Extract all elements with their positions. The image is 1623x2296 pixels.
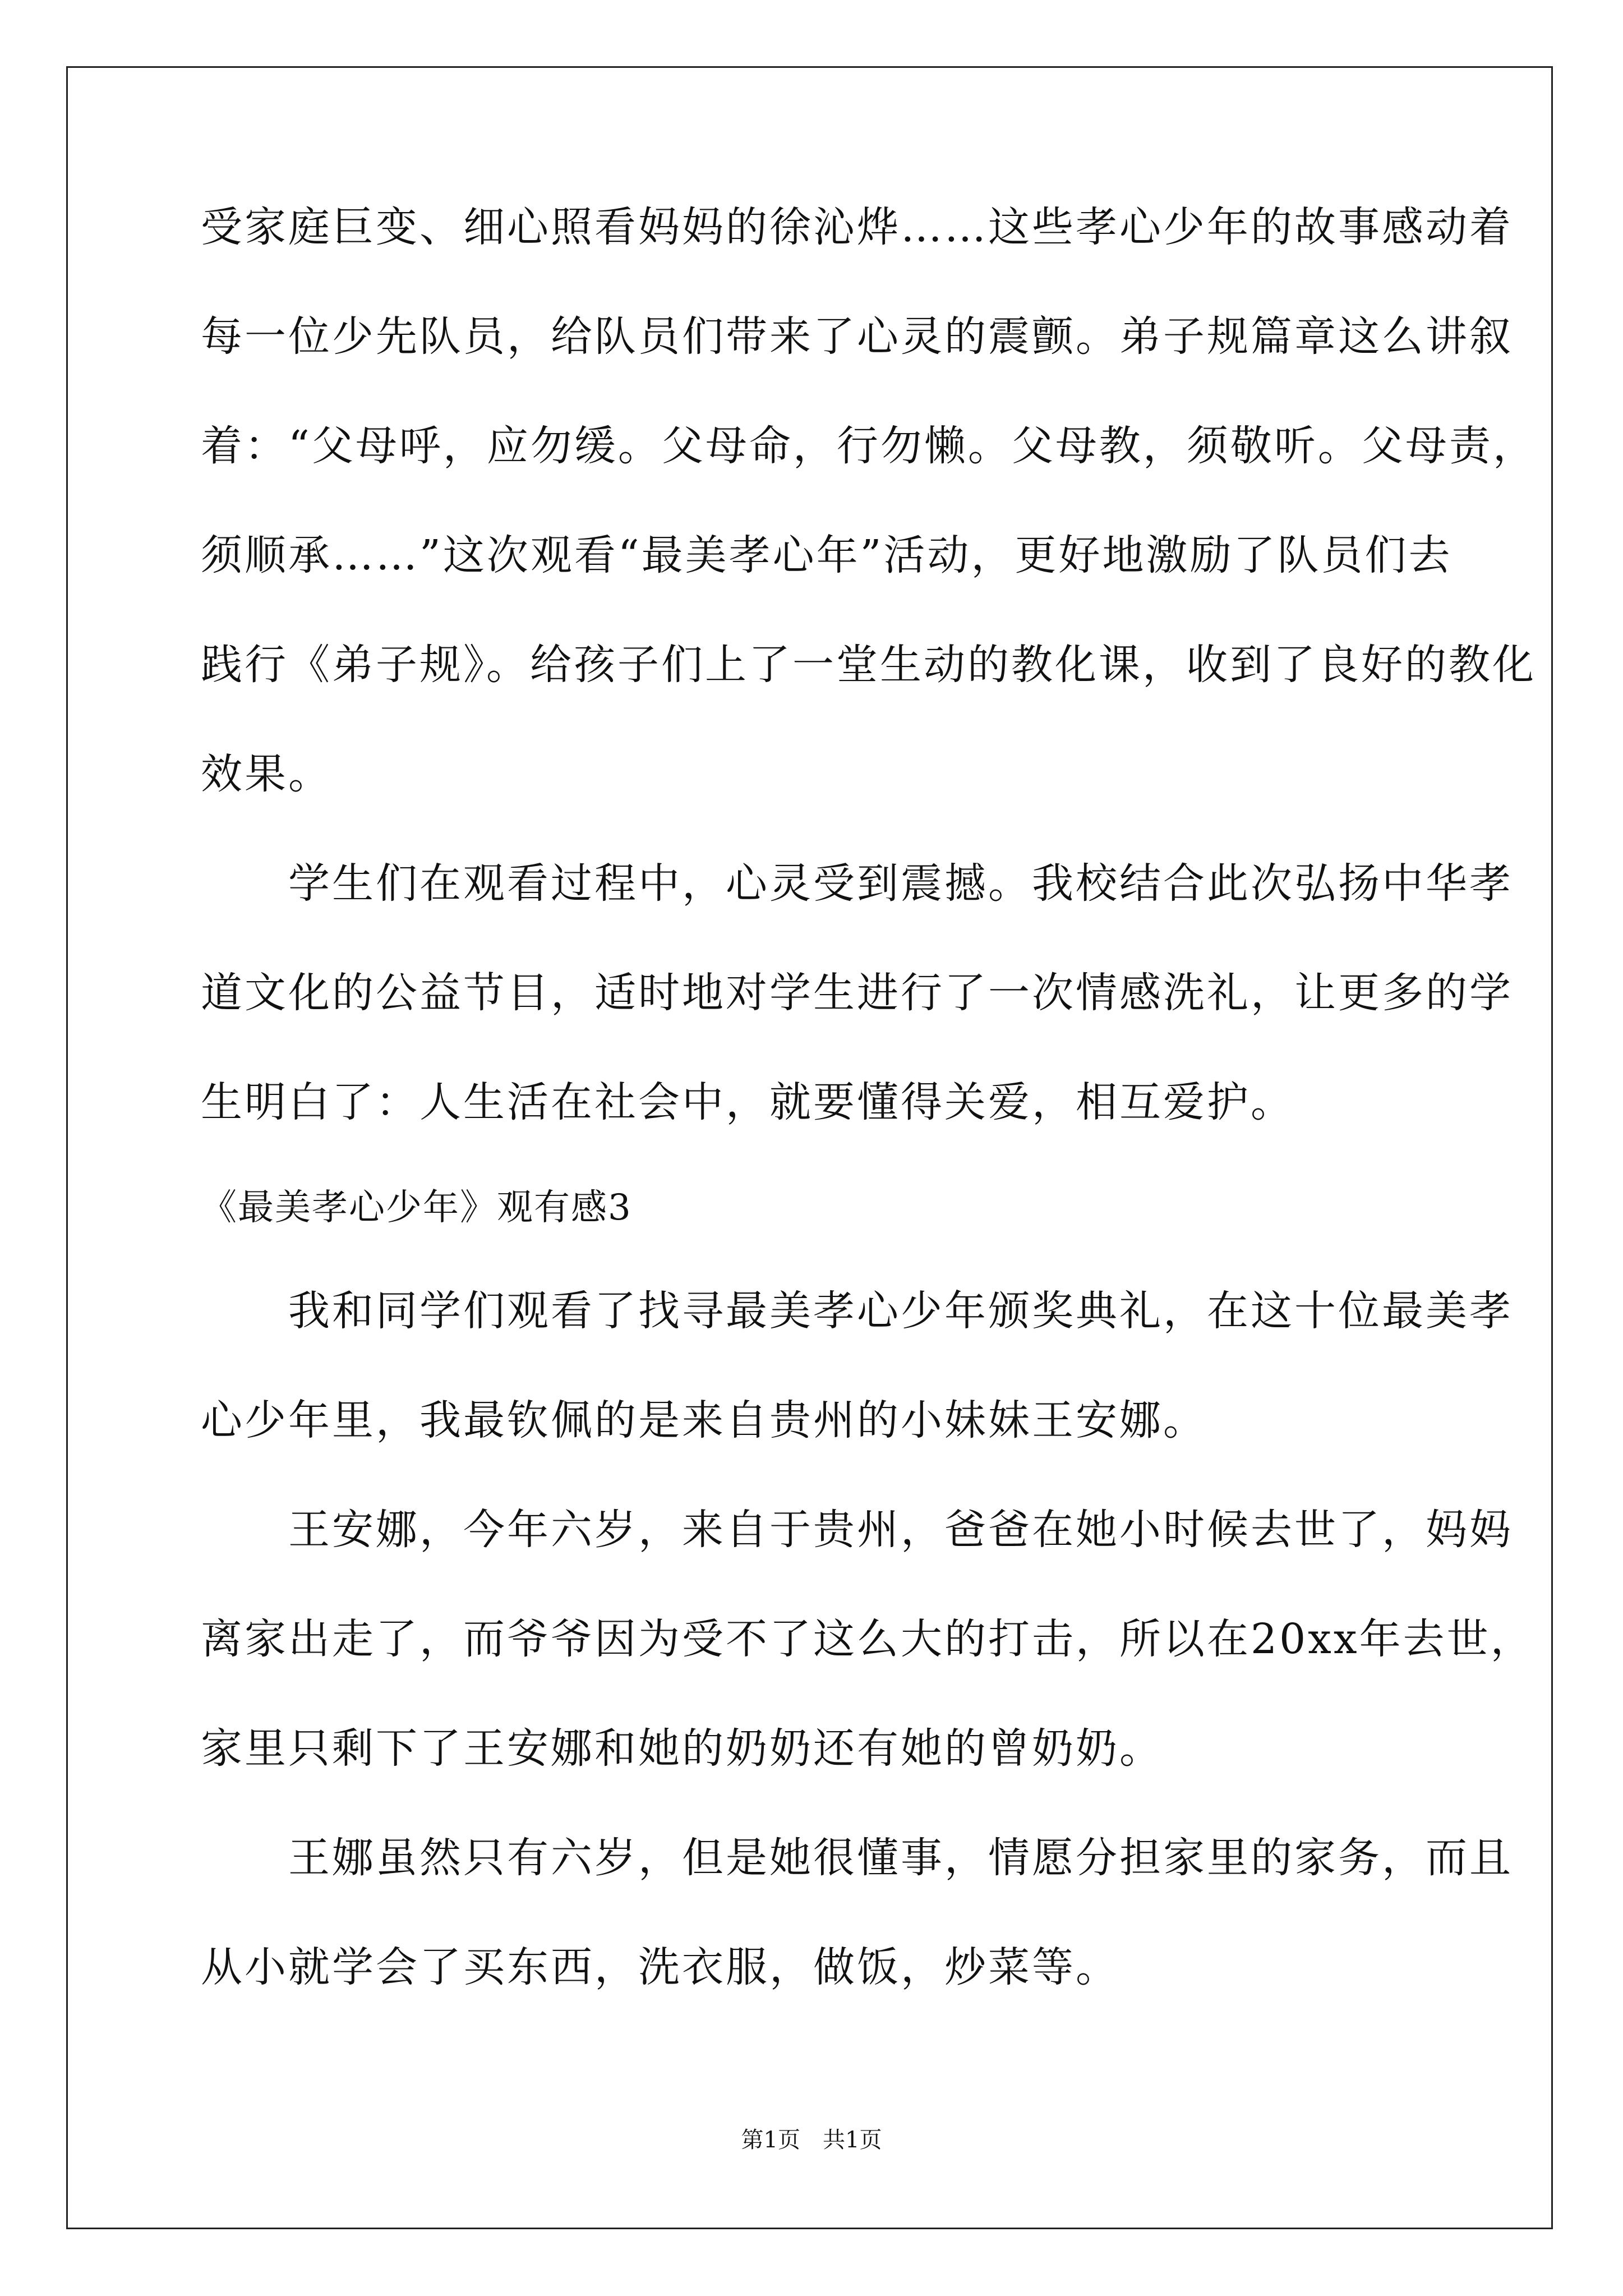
- text-line: 效果。: [201, 750, 332, 798]
- paragraph-start-line: 我和同学们观看了找寻最美孝心少年颁奖典礼，在这十位最美孝: [201, 1287, 1513, 1335]
- page-footer: 第1页 共1页: [741, 2127, 882, 2153]
- text-line: 生明白了：人生活在社会中，就要懂得关爱，相互爱护。: [201, 1078, 1294, 1126]
- text-line: 须顺承……”这次观看“最美孝心年”活动，更好地激励了队员们去: [201, 531, 1453, 579]
- paragraph-start-line: 学生们在观看过程中，心灵受到震撼。我校结合此次弘扬中华孝: [201, 859, 1513, 908]
- text-line: 从小就学会了买东西，洗衣服，做饭，炒菜等。: [201, 1943, 1119, 1991]
- text-line: 每一位少先队员，给队员们带来了心灵的震颤。弟子规篇章这么讲叙: [201, 312, 1513, 361]
- text-line: 践行《弟子规》。给孩子们上了一堂生动的教化课，收到了良好的教化: [201, 641, 1536, 689]
- text-line: 着：“父母呼，应勿缓。父母命，行勿懒。父母教，须敬听。父母责，: [201, 422, 1537, 470]
- text-line: 受家庭巨变、细心照看妈妈的徐沁烨……这些孝心少年的故事感动着: [201, 203, 1513, 251]
- section-heading: 《最美孝心少年》观有感3: [201, 1187, 632, 1228]
- page-border: [66, 66, 1553, 2229]
- paragraph-start-line: 王安娜，今年六岁，来自于贵州，爸爸在她小时候去世了，妈妈: [201, 1506, 1513, 1554]
- text-line: 离家出走了，而爷爷因为受不了这么大的打击，所以在20xx年去世，: [201, 1615, 1534, 1663]
- text-line: 心少年里，我最钦佩的是来自贵州的小妹妹王安娜。: [201, 1396, 1207, 1444]
- text-line: 道文化的公益节目，适时地对学生进行了一次情感洗礼，让更多的学: [201, 969, 1513, 1017]
- text-line: 家里只剩下了王安娜和她的奶奶还有她的曾奶奶。: [201, 1724, 1163, 1773]
- paragraph-start-line: 王娜虽然只有六岁，但是她很懂事，情愿分担家里的家务，而且: [201, 1834, 1513, 1882]
